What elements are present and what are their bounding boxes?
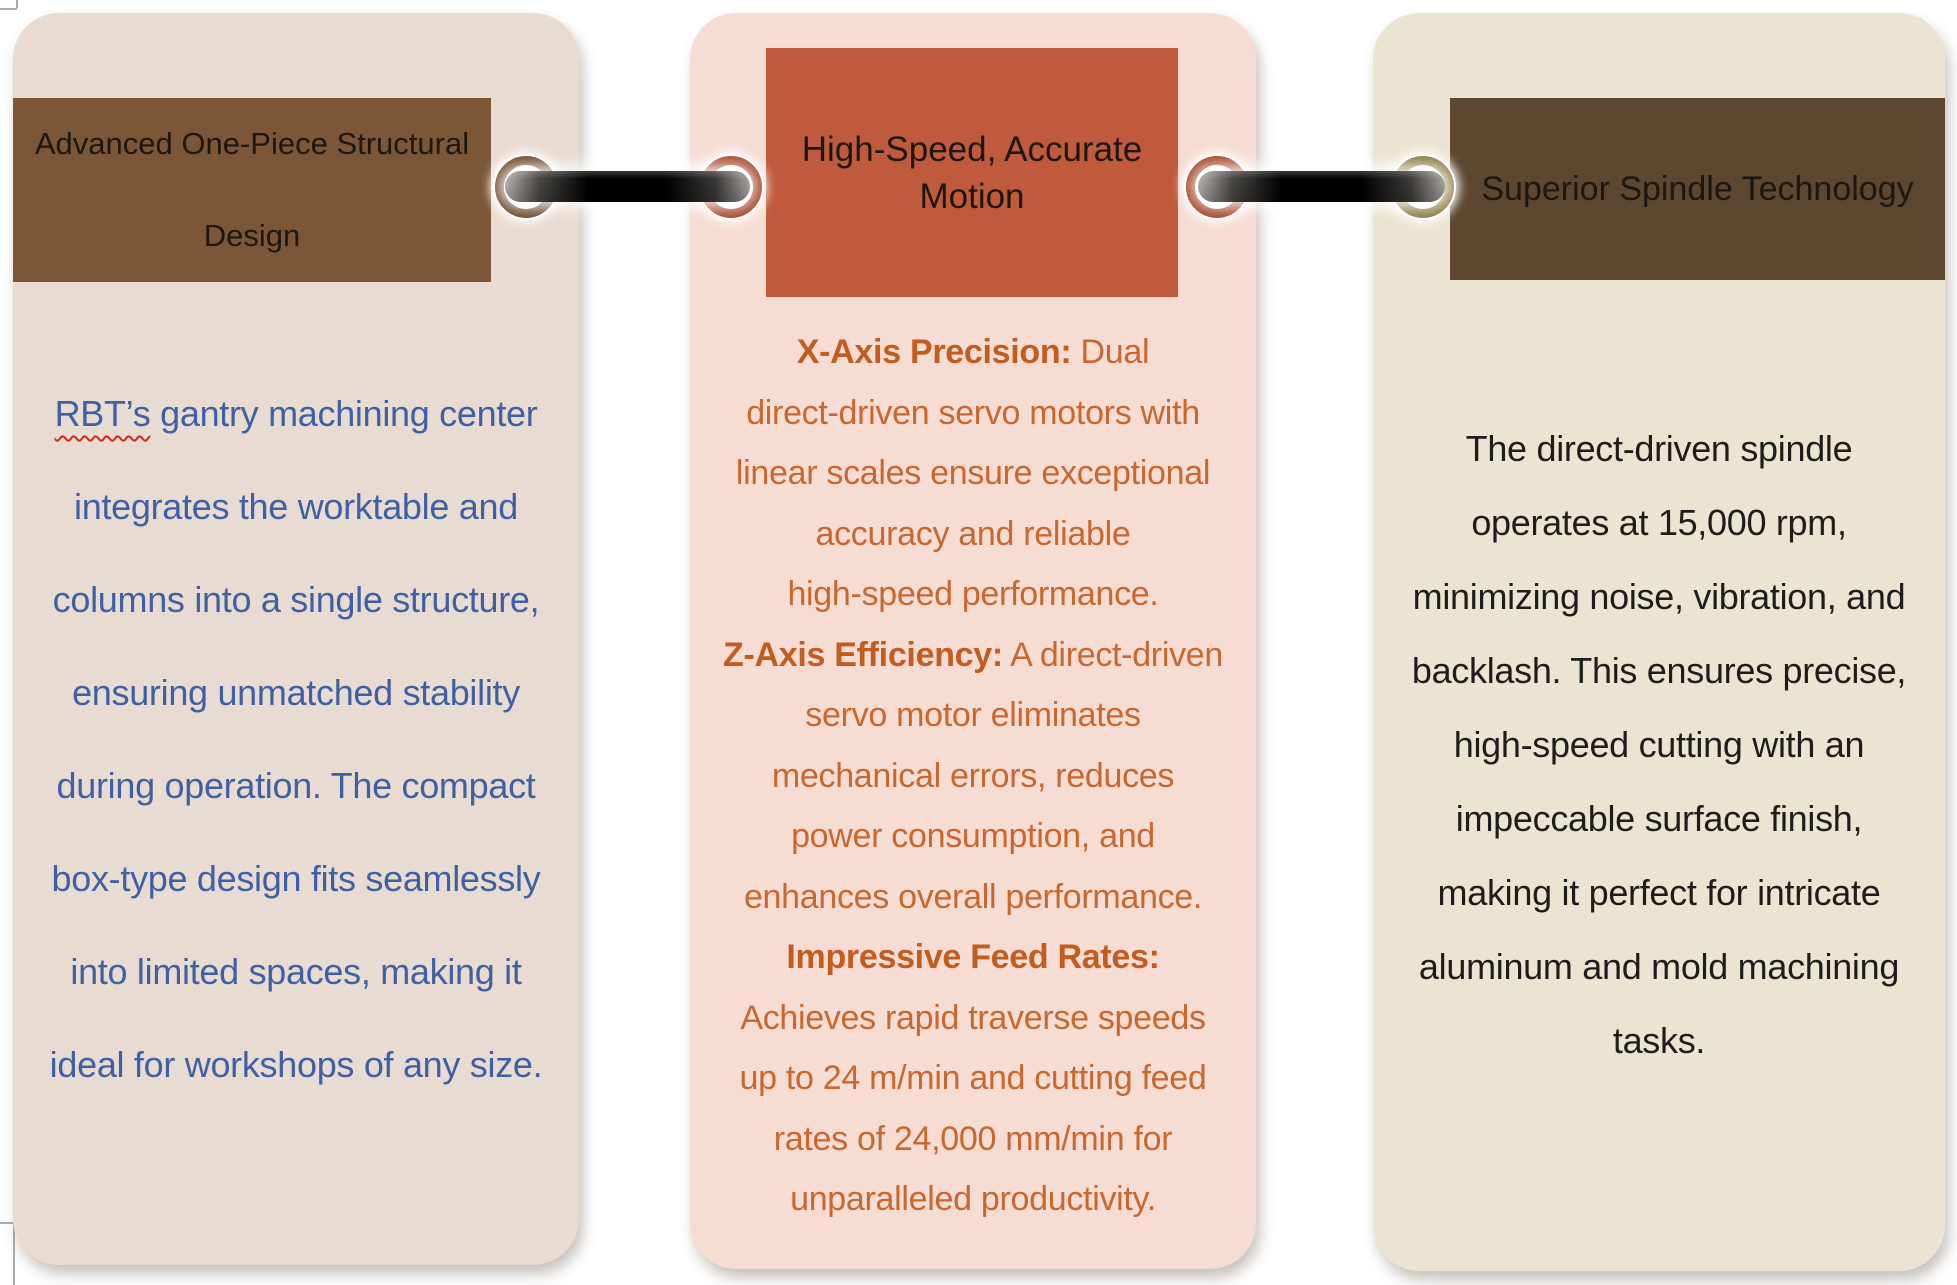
text-segment: Advanced One-Piece Structural xyxy=(34,126,470,161)
text-line xyxy=(13,98,491,190)
text-segment: A direct-driven xyxy=(1002,635,1223,674)
text-line xyxy=(766,173,1178,220)
text-segment: ensuring unmatched stability xyxy=(72,672,520,713)
text-segment: direct-driven servo motors with xyxy=(746,393,1200,432)
text-line xyxy=(710,564,1236,625)
chain-rod-icon xyxy=(505,171,750,202)
text-line xyxy=(766,126,1178,173)
text-line xyxy=(1393,1004,1925,1078)
text-segment: The direct-driven spindle xyxy=(1465,428,1853,469)
text-segment: box-type design fits seamlessly xyxy=(51,858,541,899)
text-segment: Motion xyxy=(919,176,1025,216)
text-line xyxy=(710,1169,1236,1230)
text-segment: rates of 24,000 mm/min for xyxy=(773,1119,1173,1158)
text-line xyxy=(1393,930,1925,1004)
text-segment: operates at 15,000 rpm, xyxy=(1471,502,1847,543)
text-line xyxy=(33,367,559,460)
text-segment: ideal for workshops of any size. xyxy=(49,1044,543,1085)
misspelled-word: RBT’s xyxy=(54,393,151,434)
text-segment: Impressive Feed Rates: xyxy=(786,938,1160,976)
text-segment: mechanical errors, reduces xyxy=(771,756,1175,795)
text-line xyxy=(33,646,559,739)
text-line xyxy=(1393,782,1925,856)
text-segment: X-Axis Precision: xyxy=(796,333,1072,371)
text-line xyxy=(710,1109,1236,1170)
text-segment: up to 24 m/min and cutting feed xyxy=(739,1059,1207,1097)
text-line xyxy=(710,685,1236,746)
text-segment: gantry machining center xyxy=(150,393,538,434)
text-segment: high-speed performance. xyxy=(787,575,1159,613)
text-segment: columns into a single structure, xyxy=(52,579,540,620)
card-accurate-motion-header xyxy=(766,48,1178,297)
card-spindle-technology-header xyxy=(1450,98,1945,280)
text-line xyxy=(33,460,559,553)
text-line xyxy=(710,927,1236,988)
text-segment: Achieves rapid traverse speeds xyxy=(740,998,1206,1037)
page-corner-mark-top-left-v xyxy=(16,0,18,8)
text-line xyxy=(1450,159,1945,219)
text-segment: tasks. xyxy=(1612,1020,1706,1061)
text-line xyxy=(13,190,491,282)
text-segment: Dual xyxy=(1071,333,1150,371)
text-segment: High-Speed, Accurate xyxy=(801,129,1143,169)
text-segment: into limited spaces, making it xyxy=(70,951,522,992)
text-line xyxy=(1393,412,1925,486)
text-segment: high-speed cutting with an xyxy=(1453,724,1865,765)
chain-rod-icon xyxy=(1198,171,1445,202)
text-segment: Superior Spindle Technology xyxy=(1481,170,1914,208)
text-line xyxy=(33,925,559,1018)
text-line xyxy=(33,832,559,925)
text-line xyxy=(1393,486,1925,560)
text-line xyxy=(710,988,1236,1049)
text-line xyxy=(710,383,1236,444)
text-segment: Design xyxy=(203,218,301,253)
card-structural-design-body xyxy=(33,367,559,1111)
text-line xyxy=(710,504,1236,565)
text-line xyxy=(710,867,1236,928)
text-line xyxy=(710,443,1236,504)
text-segment: backlash. This ensures precise, xyxy=(1411,650,1907,691)
text-segment: aluminum and mold machining xyxy=(1418,946,1900,987)
text-line xyxy=(33,553,559,646)
text-line xyxy=(1393,856,1925,930)
text-line xyxy=(33,1018,559,1111)
text-segment: minimizing noise, vibration, and xyxy=(1412,576,1906,617)
text-segment: accuracy and reliable xyxy=(815,514,1131,553)
text-line xyxy=(710,625,1236,686)
text-segment: during operation. The compact xyxy=(56,765,536,806)
text-line xyxy=(1393,560,1925,634)
card-accurate-motion-body xyxy=(710,322,1236,1230)
text-line xyxy=(710,322,1236,383)
text-line xyxy=(1393,708,1925,782)
text-segment: power consumption, and xyxy=(791,817,1155,855)
text-line xyxy=(1393,634,1925,708)
text-segment: Z-Axis Efficiency: xyxy=(723,635,1003,674)
text-line xyxy=(710,1048,1236,1109)
text-segment: integrates the worktable and xyxy=(74,486,518,527)
text-segment: impeccable surface finish, xyxy=(1455,798,1863,839)
text-segment: enhances overall performance. xyxy=(743,877,1203,916)
text-line xyxy=(710,806,1236,867)
text-segment: making it perfect for intricate xyxy=(1437,872,1881,913)
page-corner-mark-top-left-h xyxy=(0,8,17,10)
card-spindle-technology-body xyxy=(1393,412,1925,1078)
card-structural-design-header xyxy=(13,98,491,282)
text-segment: linear scales ensure exceptional xyxy=(735,454,1211,492)
text-line xyxy=(33,739,559,832)
text-line xyxy=(710,746,1236,807)
text-segment: servo motor eliminates xyxy=(805,696,1141,734)
text-segment: unparalleled productivity. xyxy=(790,1180,1156,1218)
